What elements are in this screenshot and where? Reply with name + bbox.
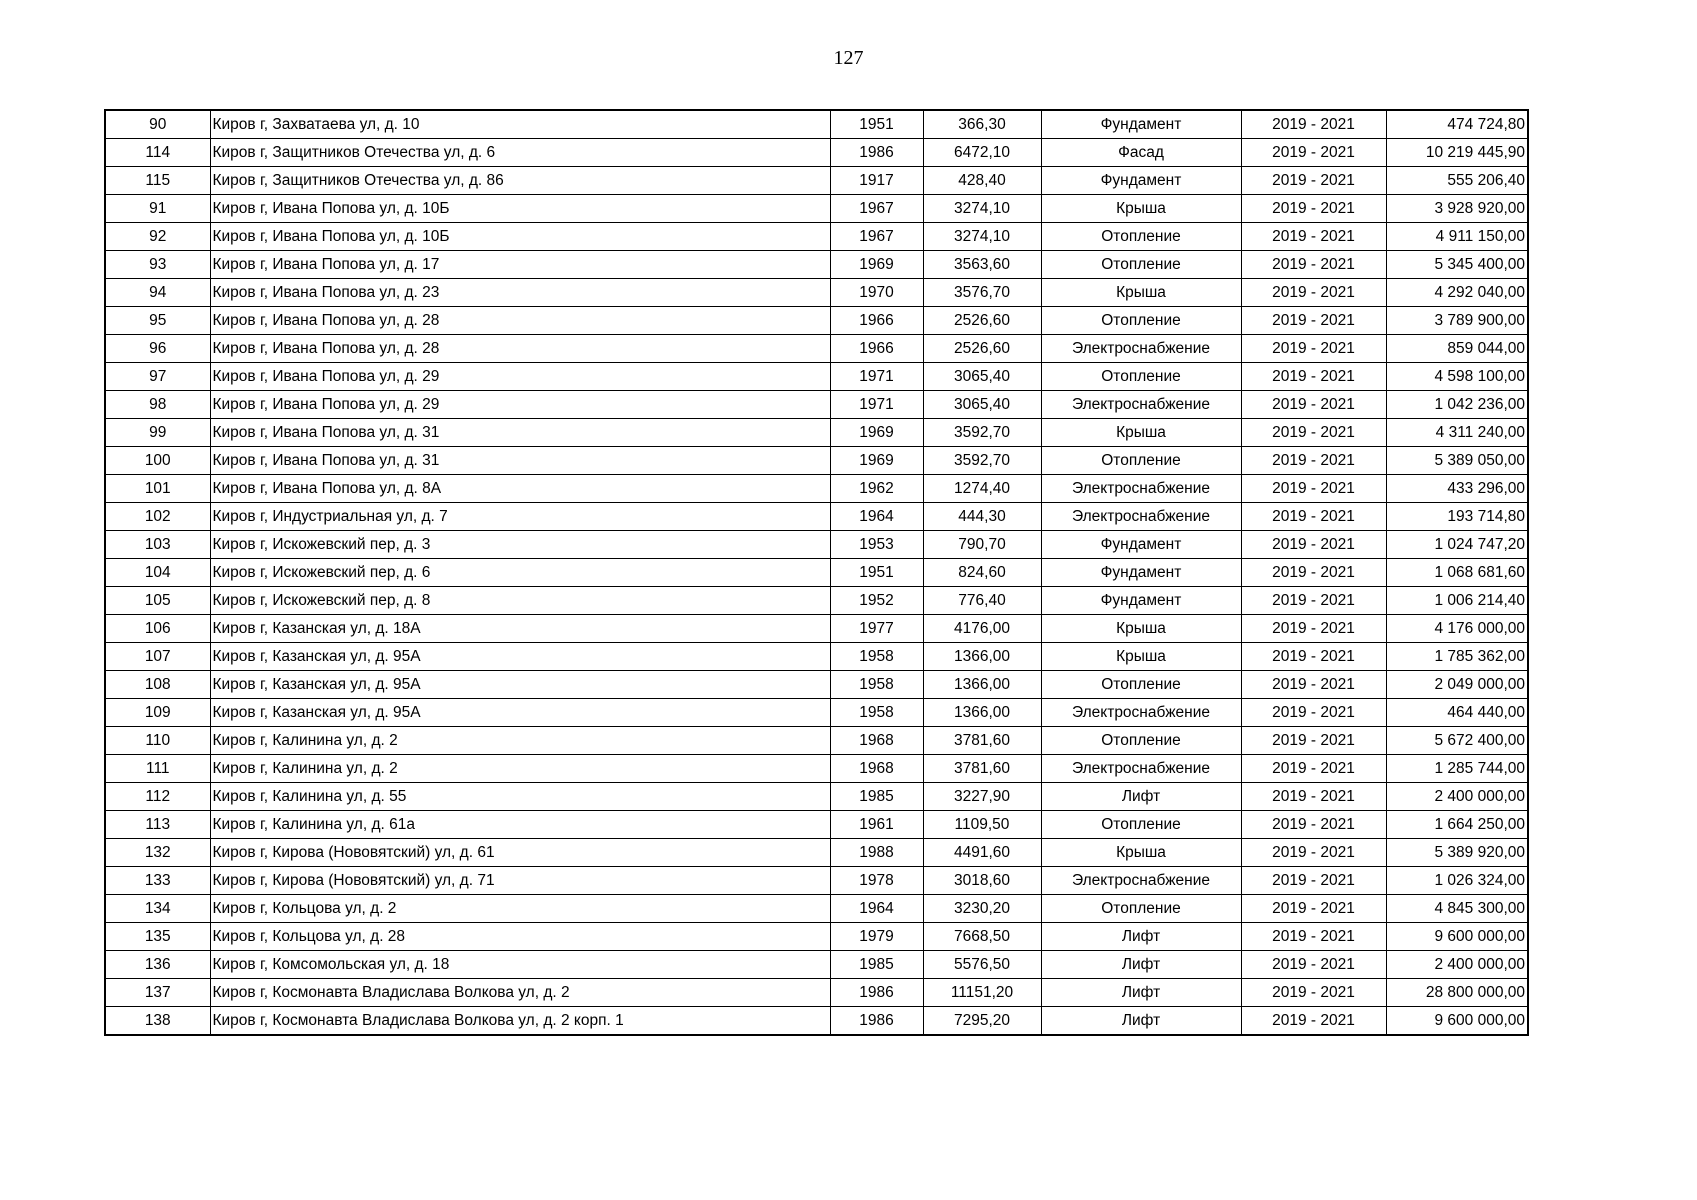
cell-area: 1366,00 [923, 671, 1041, 699]
cell-area: 1366,00 [923, 699, 1041, 727]
cell-number: 91 [105, 195, 210, 223]
cell-number: 109 [105, 699, 210, 727]
cell-number: 103 [105, 531, 210, 559]
cell-work-type: Фундамент [1041, 110, 1241, 139]
table-row [105, 419, 1528, 447]
cell-cost: 4 598 100,00 [1386, 363, 1528, 391]
table-row [105, 503, 1528, 531]
cell-build-year: 1964 [830, 895, 923, 923]
cell-area: 5576,50 [923, 951, 1041, 979]
cell-cost: 2 400 000,00 [1386, 783, 1528, 811]
cell-address: Киров г, Ивана Попова ул, д. 10Б [210, 223, 830, 251]
table-row [105, 727, 1528, 755]
table-row [105, 110, 1528, 139]
cell-build-year: 1958 [830, 699, 923, 727]
cell-work-type: Лифт [1041, 1007, 1241, 1036]
table-row [105, 307, 1528, 335]
cell-number: 138 [105, 1007, 210, 1036]
cell-number: 112 [105, 783, 210, 811]
cell-area: 3018,60 [923, 867, 1041, 895]
cell-area: 3274,10 [923, 195, 1041, 223]
cell-work-type: Крыша [1041, 195, 1241, 223]
cell-address: Киров г, Ивана Попова ул, д. 28 [210, 307, 830, 335]
cell-cost: 5 389 050,00 [1386, 447, 1528, 475]
cell-cost: 1 024 747,20 [1386, 531, 1528, 559]
cell-cost: 9 600 000,00 [1386, 1007, 1528, 1036]
cell-period: 2019 - 2021 [1241, 307, 1386, 335]
cell-period: 2019 - 2021 [1241, 699, 1386, 727]
cell-period: 2019 - 2021 [1241, 671, 1386, 699]
cell-cost: 9 600 000,00 [1386, 923, 1528, 951]
cell-period: 2019 - 2021 [1241, 139, 1386, 167]
table-row [105, 699, 1528, 727]
cell-cost: 1 664 250,00 [1386, 811, 1528, 839]
cell-address: Киров г, Индустриальная ул, д. 7 [210, 503, 830, 531]
cell-cost: 4 292 040,00 [1386, 279, 1528, 307]
cell-address: Киров г, Космонавта Владислава Волкова ул, д. 2 [210, 979, 830, 1007]
cell-build-year: 1988 [830, 839, 923, 867]
cell-cost: 5 345 400,00 [1386, 251, 1528, 279]
cell-period: 2019 - 2021 [1241, 167, 1386, 195]
cell-number: 93 [105, 251, 210, 279]
cell-address: Киров г, Калинина ул, д. 2 [210, 755, 830, 783]
cell-address: Киров г, Казанская ул, д. 95А [210, 671, 830, 699]
cell-work-type: Лифт [1041, 923, 1241, 951]
cell-address: Киров г, Ивана Попова ул, д. 10Б [210, 195, 830, 223]
cell-cost: 464 440,00 [1386, 699, 1528, 727]
cell-area: 428,40 [923, 167, 1041, 195]
table-row [105, 587, 1528, 615]
cell-cost: 4 311 240,00 [1386, 419, 1528, 447]
cell-period: 2019 - 2021 [1241, 1007, 1386, 1036]
cell-work-type: Электроснабжение [1041, 391, 1241, 419]
cell-number: 134 [105, 895, 210, 923]
table-row [105, 279, 1528, 307]
cell-build-year: 1977 [830, 615, 923, 643]
cell-work-type: Электроснабжение [1041, 867, 1241, 895]
cell-address: Киров г, Искожевский пер, д. 8 [210, 587, 830, 615]
cell-cost: 4 845 300,00 [1386, 895, 1528, 923]
cell-number: 94 [105, 279, 210, 307]
table-row [105, 755, 1528, 783]
cell-area: 1274,40 [923, 475, 1041, 503]
cell-work-type: Отопление [1041, 671, 1241, 699]
cell-address: Киров г, Захватаева ул, д. 10 [210, 110, 830, 139]
cell-number: 111 [105, 755, 210, 783]
cell-build-year: 1958 [830, 643, 923, 671]
cell-number: 113 [105, 811, 210, 839]
table-row [105, 643, 1528, 671]
cell-cost: 5 672 400,00 [1386, 727, 1528, 755]
cell-number: 104 [105, 559, 210, 587]
cell-build-year: 1961 [830, 811, 923, 839]
cell-build-year: 1971 [830, 391, 923, 419]
cell-address: Киров г, Ивана Попова ул, д. 29 [210, 391, 830, 419]
cell-address: Киров г, Космонавта Владислава Волкова ул, д. 2 корп. 1 [210, 1007, 830, 1036]
cell-area: 3065,40 [923, 391, 1041, 419]
cell-build-year: 1969 [830, 447, 923, 475]
cell-work-type: Отопление [1041, 811, 1241, 839]
cell-period: 2019 - 2021 [1241, 503, 1386, 531]
cell-number: 137 [105, 979, 210, 1007]
cell-number: 95 [105, 307, 210, 335]
table-row [105, 139, 1528, 167]
cell-number: 97 [105, 363, 210, 391]
cell-period: 2019 - 2021 [1241, 447, 1386, 475]
table-row [105, 1007, 1528, 1036]
cell-work-type: Крыша [1041, 643, 1241, 671]
cell-build-year: 1917 [830, 167, 923, 195]
cell-number: 99 [105, 419, 210, 447]
cell-period: 2019 - 2021 [1241, 643, 1386, 671]
cell-cost: 4 911 150,00 [1386, 223, 1528, 251]
table-row [105, 363, 1528, 391]
table-row [105, 811, 1528, 839]
cell-period: 2019 - 2021 [1241, 475, 1386, 503]
cell-build-year: 1971 [830, 363, 923, 391]
cell-build-year: 1968 [830, 755, 923, 783]
table-row [105, 447, 1528, 475]
cell-build-year: 1969 [830, 419, 923, 447]
cell-period: 2019 - 2021 [1241, 839, 1386, 867]
cell-work-type: Фундамент [1041, 587, 1241, 615]
cell-cost: 1 285 744,00 [1386, 755, 1528, 783]
cell-period: 2019 - 2021 [1241, 531, 1386, 559]
table-row [105, 559, 1528, 587]
cell-work-type: Электроснабжение [1041, 335, 1241, 363]
cell-area: 7295,20 [923, 1007, 1041, 1036]
cell-cost: 10 219 445,90 [1386, 139, 1528, 167]
cell-build-year: 1978 [830, 867, 923, 895]
cell-work-type: Отопление [1041, 223, 1241, 251]
table-row [105, 531, 1528, 559]
cell-period: 2019 - 2021 [1241, 895, 1386, 923]
cell-period: 2019 - 2021 [1241, 419, 1386, 447]
table-row [105, 951, 1528, 979]
cell-build-year: 1967 [830, 195, 923, 223]
registry-body [105, 110, 1528, 1035]
cell-cost: 474 724,80 [1386, 110, 1528, 139]
cell-period: 2019 - 2021 [1241, 391, 1386, 419]
cell-area: 4491,60 [923, 839, 1041, 867]
cell-build-year: 1968 [830, 727, 923, 755]
cell-area: 2526,60 [923, 335, 1041, 363]
cell-build-year: 1979 [830, 923, 923, 951]
cell-address: Киров г, Искожевский пер, д. 3 [210, 531, 830, 559]
cell-area: 3227,90 [923, 783, 1041, 811]
cell-number: 98 [105, 391, 210, 419]
cell-build-year: 1967 [830, 223, 923, 251]
cell-build-year: 1952 [830, 587, 923, 615]
cell-build-year: 1986 [830, 979, 923, 1007]
cell-work-type: Отопление [1041, 727, 1241, 755]
cell-build-year: 1962 [830, 475, 923, 503]
cell-address: Киров г, Казанская ул, д. 95А [210, 643, 830, 671]
cell-area: 1366,00 [923, 643, 1041, 671]
cell-work-type: Крыша [1041, 419, 1241, 447]
cell-address: Киров г, Казанская ул, д. 18А [210, 615, 830, 643]
cell-work-type: Лифт [1041, 783, 1241, 811]
cell-work-type: Отопление [1041, 895, 1241, 923]
cell-number: 114 [105, 139, 210, 167]
cell-number: 100 [105, 447, 210, 475]
cell-number: 106 [105, 615, 210, 643]
cell-address: Киров г, Калинина ул, д. 55 [210, 783, 830, 811]
table-row [105, 615, 1528, 643]
cell-work-type: Лифт [1041, 951, 1241, 979]
cell-address: Киров г, Ивана Попова ул, д. 31 [210, 419, 830, 447]
table-row [105, 783, 1528, 811]
cell-period: 2019 - 2021 [1241, 335, 1386, 363]
cell-work-type: Крыша [1041, 839, 1241, 867]
cell-cost: 1 006 214,40 [1386, 587, 1528, 615]
cell-number: 107 [105, 643, 210, 671]
cell-period: 2019 - 2021 [1241, 811, 1386, 839]
cell-address: Киров г, Калинина ул, д. 61а [210, 811, 830, 839]
cell-number: 96 [105, 335, 210, 363]
table-row [105, 167, 1528, 195]
cell-cost: 3 928 920,00 [1386, 195, 1528, 223]
cell-period: 2019 - 2021 [1241, 251, 1386, 279]
cell-address: Киров г, Ивана Попова ул, д. 28 [210, 335, 830, 363]
table-row [105, 839, 1528, 867]
cell-cost: 2 049 000,00 [1386, 671, 1528, 699]
cell-number: 132 [105, 839, 210, 867]
cell-cost: 3 789 900,00 [1386, 307, 1528, 335]
cell-period: 2019 - 2021 [1241, 979, 1386, 1007]
cell-cost: 1 785 362,00 [1386, 643, 1528, 671]
cell-number: 110 [105, 727, 210, 755]
cell-work-type: Фасад [1041, 139, 1241, 167]
cell-address: Киров г, Ивана Попова ул, д. 17 [210, 251, 830, 279]
cell-cost: 193 714,80 [1386, 503, 1528, 531]
cell-work-type: Отопление [1041, 307, 1241, 335]
cell-period: 2019 - 2021 [1241, 615, 1386, 643]
cell-work-type: Электроснабжение [1041, 699, 1241, 727]
cell-area: 11151,20 [923, 979, 1041, 1007]
cell-build-year: 1951 [830, 559, 923, 587]
table-row [105, 195, 1528, 223]
cell-area: 3563,60 [923, 251, 1041, 279]
cell-build-year: 1958 [830, 671, 923, 699]
cell-number: 90 [105, 110, 210, 139]
cell-address: Киров г, Защитников Отечества ул, д. 86 [210, 167, 830, 195]
cell-period: 2019 - 2021 [1241, 363, 1386, 391]
cell-cost: 555 206,40 [1386, 167, 1528, 195]
table-row [105, 895, 1528, 923]
cell-build-year: 1966 [830, 307, 923, 335]
cell-number: 105 [105, 587, 210, 615]
cell-area: 776,40 [923, 587, 1041, 615]
cell-build-year: 1966 [830, 335, 923, 363]
cell-address: Киров г, Ивана Попова ул, д. 23 [210, 279, 830, 307]
cell-address: Киров г, Кольцова ул, д. 2 [210, 895, 830, 923]
cell-period: 2019 - 2021 [1241, 587, 1386, 615]
cell-cost: 1 026 324,00 [1386, 867, 1528, 895]
cell-number: 136 [105, 951, 210, 979]
cell-period: 2019 - 2021 [1241, 951, 1386, 979]
cell-number: 133 [105, 867, 210, 895]
cell-address: Киров г, Кирова (Нововятский) ул, д. 61 [210, 839, 830, 867]
cell-work-type: Лифт [1041, 979, 1241, 1007]
cell-address: Киров г, Ивана Попова ул, д. 8А [210, 475, 830, 503]
cell-area: 3065,40 [923, 363, 1041, 391]
cell-area: 3781,60 [923, 755, 1041, 783]
cell-work-type: Электроснабжение [1041, 755, 1241, 783]
cell-address: Киров г, Защитников Отечества ул, д. 6 [210, 139, 830, 167]
cell-cost: 1 068 681,60 [1386, 559, 1528, 587]
cell-number: 115 [105, 167, 210, 195]
cell-area: 4176,00 [923, 615, 1041, 643]
cell-period: 2019 - 2021 [1241, 559, 1386, 587]
cell-address: Киров г, Искожевский пер, д. 6 [210, 559, 830, 587]
cell-work-type: Крыша [1041, 615, 1241, 643]
cell-build-year: 1986 [830, 1007, 923, 1036]
cell-period: 2019 - 2021 [1241, 110, 1386, 139]
cell-work-type: Крыша [1041, 279, 1241, 307]
cell-cost: 28 800 000,00 [1386, 979, 1528, 1007]
cell-work-type: Электроснабжение [1041, 475, 1241, 503]
page-number: 127 [833, 47, 864, 69]
cell-area: 7668,50 [923, 923, 1041, 951]
cell-work-type: Отопление [1041, 447, 1241, 475]
cell-cost: 433 296,00 [1386, 475, 1528, 503]
cell-work-type: Электроснабжение [1041, 503, 1241, 531]
cell-cost: 1 042 236,00 [1386, 391, 1528, 419]
table-row [105, 335, 1528, 363]
table-row [105, 223, 1528, 251]
cell-cost: 5 389 920,00 [1386, 839, 1528, 867]
cell-address: Киров г, Кольцова ул, д. 28 [210, 923, 830, 951]
repair-registry-table [104, 109, 1529, 1036]
cell-period: 2019 - 2021 [1241, 923, 1386, 951]
table-row [105, 671, 1528, 699]
cell-period: 2019 - 2021 [1241, 223, 1386, 251]
cell-build-year: 1985 [830, 783, 923, 811]
cell-work-type: Фундамент [1041, 559, 1241, 587]
cell-area: 790,70 [923, 531, 1041, 559]
cell-build-year: 1969 [830, 251, 923, 279]
cell-area: 3274,10 [923, 223, 1041, 251]
cell-period: 2019 - 2021 [1241, 727, 1386, 755]
cell-work-type: Отопление [1041, 363, 1241, 391]
cell-period: 2019 - 2021 [1241, 195, 1386, 223]
cell-area: 6472,10 [923, 139, 1041, 167]
cell-cost: 859 044,00 [1386, 335, 1528, 363]
cell-number: 101 [105, 475, 210, 503]
cell-area: 3592,70 [923, 419, 1041, 447]
cell-period: 2019 - 2021 [1241, 755, 1386, 783]
cell-area: 3592,70 [923, 447, 1041, 475]
cell-period: 2019 - 2021 [1241, 867, 1386, 895]
cell-work-type: Фундамент [1041, 531, 1241, 559]
cell-address: Киров г, Комсомольская ул, д. 18 [210, 951, 830, 979]
cell-address: Киров г, Ивана Попова ул, д. 29 [210, 363, 830, 391]
cell-number: 108 [105, 671, 210, 699]
table-row [105, 979, 1528, 1007]
cell-area: 824,60 [923, 559, 1041, 587]
cell-address: Киров г, Казанская ул, д. 95А [210, 699, 830, 727]
cell-period: 2019 - 2021 [1241, 279, 1386, 307]
cell-number: 102 [105, 503, 210, 531]
cell-period: 2019 - 2021 [1241, 783, 1386, 811]
cell-build-year: 1986 [830, 139, 923, 167]
cell-cost: 2 400 000,00 [1386, 951, 1528, 979]
cell-build-year: 1970 [830, 279, 923, 307]
cell-work-type: Отопление [1041, 251, 1241, 279]
cell-build-year: 1985 [830, 951, 923, 979]
cell-work-type: Фундамент [1041, 167, 1241, 195]
table-row [105, 923, 1528, 951]
cell-cost: 4 176 000,00 [1386, 615, 1528, 643]
cell-area: 366,30 [923, 110, 1041, 139]
cell-area: 2526,60 [923, 307, 1041, 335]
cell-area: 444,30 [923, 503, 1041, 531]
cell-area: 1109,50 [923, 811, 1041, 839]
cell-number: 92 [105, 223, 210, 251]
cell-area: 3230,20 [923, 895, 1041, 923]
table-row [105, 391, 1528, 419]
cell-build-year: 1953 [830, 531, 923, 559]
cell-number: 135 [105, 923, 210, 951]
table-row [105, 251, 1528, 279]
cell-build-year: 1951 [830, 110, 923, 139]
cell-area: 3781,60 [923, 727, 1041, 755]
cell-address: Киров г, Калинина ул, д. 2 [210, 727, 830, 755]
table-row [105, 475, 1528, 503]
cell-build-year: 1964 [830, 503, 923, 531]
cell-area: 3576,70 [923, 279, 1041, 307]
table-row [105, 867, 1528, 895]
cell-address: Киров г, Кирова (Нововятский) ул, д. 71 [210, 867, 830, 895]
cell-address: Киров г, Ивана Попова ул, д. 31 [210, 447, 830, 475]
